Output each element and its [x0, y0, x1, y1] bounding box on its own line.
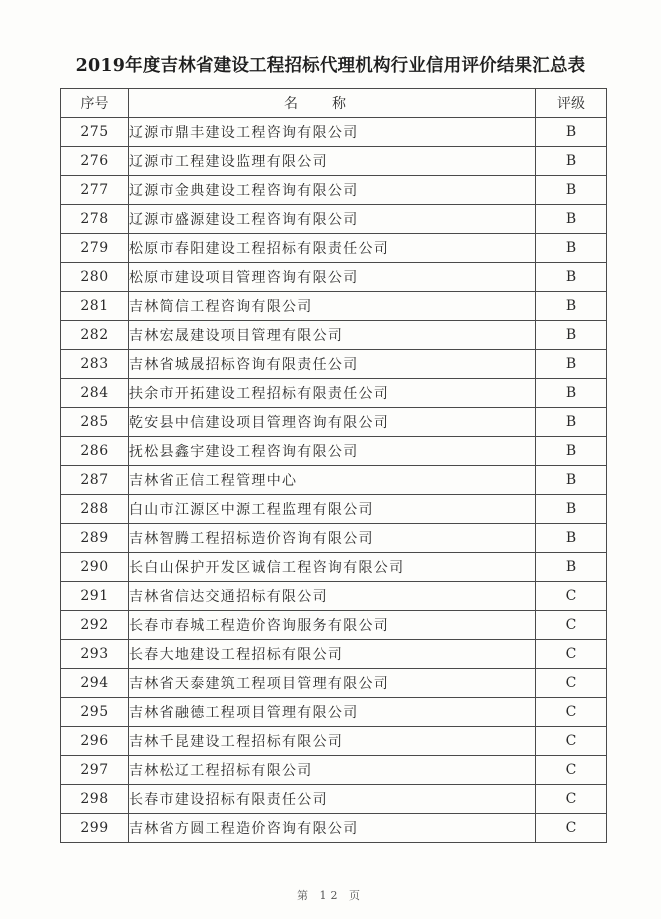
table-body	[61, 118, 607, 843]
table-row	[61, 379, 607, 408]
row-number: 298	[61, 785, 129, 814]
company-name: 辽源市鼎丰建设工程咨询有限公司	[129, 118, 536, 147]
row-number: 285	[61, 408, 129, 437]
table-row	[61, 466, 607, 495]
row-number: 280	[61, 263, 129, 292]
table-row	[61, 321, 607, 350]
company-name: 吉林宏晟建设项目管理有限公司	[129, 321, 536, 350]
row-number: 275	[61, 118, 129, 147]
row-number: 281	[61, 292, 129, 321]
credit-grade: C	[536, 611, 607, 640]
company-name: 吉林千昆建设工程招标有限公司	[129, 727, 536, 756]
table-row	[61, 263, 607, 292]
row-number: 284	[61, 379, 129, 408]
row-number: 289	[61, 524, 129, 553]
credit-grade: C	[536, 756, 607, 785]
row-number: 297	[61, 756, 129, 785]
table-row	[61, 292, 607, 321]
row-number: 286	[61, 437, 129, 466]
credit-grade: C	[536, 640, 607, 669]
row-number: 292	[61, 611, 129, 640]
company-name: 抚松县鑫宇建设工程咨询有限公司	[129, 437, 536, 466]
rating-table	[60, 88, 607, 843]
company-name: 长春市春城工程造价咨询服务有限公司	[129, 611, 536, 640]
credit-grade: B	[536, 234, 607, 263]
credit-grade: B	[536, 379, 607, 408]
row-number: 295	[61, 698, 129, 727]
credit-grade: B	[536, 147, 607, 176]
company-name: 吉林省融德工程项目管理有限公司	[129, 698, 536, 727]
table-header-row	[61, 89, 607, 118]
row-number: 290	[61, 553, 129, 582]
credit-grade: B	[536, 524, 607, 553]
table-row	[61, 553, 607, 582]
credit-grade: B	[536, 408, 607, 437]
row-number: 293	[61, 640, 129, 669]
company-name: 吉林松辽工程招标有限公司	[129, 756, 536, 785]
company-name: 扶余市开拓建设工程招标有限责任公司	[129, 379, 536, 408]
company-name: 辽源市金典建设工程咨询有限公司	[129, 176, 536, 205]
table-row	[61, 698, 607, 727]
header-num: 序号	[61, 89, 129, 118]
table-row	[61, 147, 607, 176]
company-name: 长白山保护开发区诚信工程咨询有限公司	[129, 553, 536, 582]
credit-grade: B	[536, 495, 607, 524]
company-name: 松原市春阳建设工程招标有限责任公司	[129, 234, 536, 263]
credit-grade: B	[536, 292, 607, 321]
company-name: 长春市建设招标有限责任公司	[129, 785, 536, 814]
credit-grade: B	[536, 350, 607, 379]
company-name: 松原市建设项目管理咨询有限公司	[129, 263, 536, 292]
company-name: 吉林简信工程咨询有限公司	[129, 292, 536, 321]
header-grade: 评级	[536, 89, 607, 118]
table-row	[61, 669, 607, 698]
table-row	[61, 350, 607, 379]
table-row	[61, 524, 607, 553]
row-number: 291	[61, 582, 129, 611]
row-number: 276	[61, 147, 129, 176]
credit-grade: C	[536, 698, 607, 727]
table-row	[61, 814, 607, 843]
table-row	[61, 582, 607, 611]
company-name: 辽源市工程建设监理有限公司	[129, 147, 536, 176]
credit-grade: B	[536, 553, 607, 582]
credit-grade: B	[536, 437, 607, 466]
row-number: 294	[61, 669, 129, 698]
company-name: 吉林省城晟招标咨询有限责任公司	[129, 350, 536, 379]
table-row	[61, 611, 607, 640]
row-number: 283	[61, 350, 129, 379]
credit-grade: B	[536, 263, 607, 292]
company-name: 吉林省天泰建筑工程项目管理有限公司	[129, 669, 536, 698]
row-number: 287	[61, 466, 129, 495]
company-name: 吉林省正信工程管理中心	[129, 466, 536, 495]
table-row	[61, 176, 607, 205]
page-number: 第 12 页	[297, 889, 364, 902]
header-name: 名称	[129, 89, 536, 118]
table-row	[61, 727, 607, 756]
company-name: 吉林智腾工程招标造价咨询有限公司	[129, 524, 536, 553]
company-name: 白山市江源区中源工程监理有限公司	[129, 495, 536, 524]
table-row	[61, 640, 607, 669]
credit-grade: B	[536, 205, 607, 234]
table-row	[61, 495, 607, 524]
table-row	[61, 408, 607, 437]
credit-grade: B	[536, 321, 607, 350]
table-row	[61, 756, 607, 785]
table-row	[61, 118, 607, 147]
row-number: 277	[61, 176, 129, 205]
row-number: 279	[61, 234, 129, 263]
row-number: 299	[61, 814, 129, 843]
company-name: 吉林省信达交通招标有限公司	[129, 582, 536, 611]
company-name: 乾安县中信建设项目管理咨询有限公司	[129, 408, 536, 437]
row-number: 296	[61, 727, 129, 756]
credit-grade: C	[536, 669, 607, 698]
table-row	[61, 205, 607, 234]
credit-grade: C	[536, 582, 607, 611]
credit-grade: C	[536, 814, 607, 843]
row-number: 288	[61, 495, 129, 524]
row-number: 278	[61, 205, 129, 234]
table-row	[61, 234, 607, 263]
table-row	[61, 437, 607, 466]
company-name: 长春大地建设工程招标有限公司	[129, 640, 536, 669]
credit-grade: B	[536, 118, 607, 147]
row-number: 282	[61, 321, 129, 350]
credit-grade: B	[536, 466, 607, 495]
credit-grade: C	[536, 727, 607, 756]
company-name: 吉林省方圆工程造价咨询有限公司	[129, 814, 536, 843]
credit-grade: B	[536, 176, 607, 205]
table-row	[61, 785, 607, 814]
company-name: 辽源市盛源建设工程咨询有限公司	[129, 205, 536, 234]
credit-grade: C	[536, 785, 607, 814]
page-title: 2019年度吉林省建设工程招标代理机构行业信用评价结果汇总表	[75, 56, 586, 76]
